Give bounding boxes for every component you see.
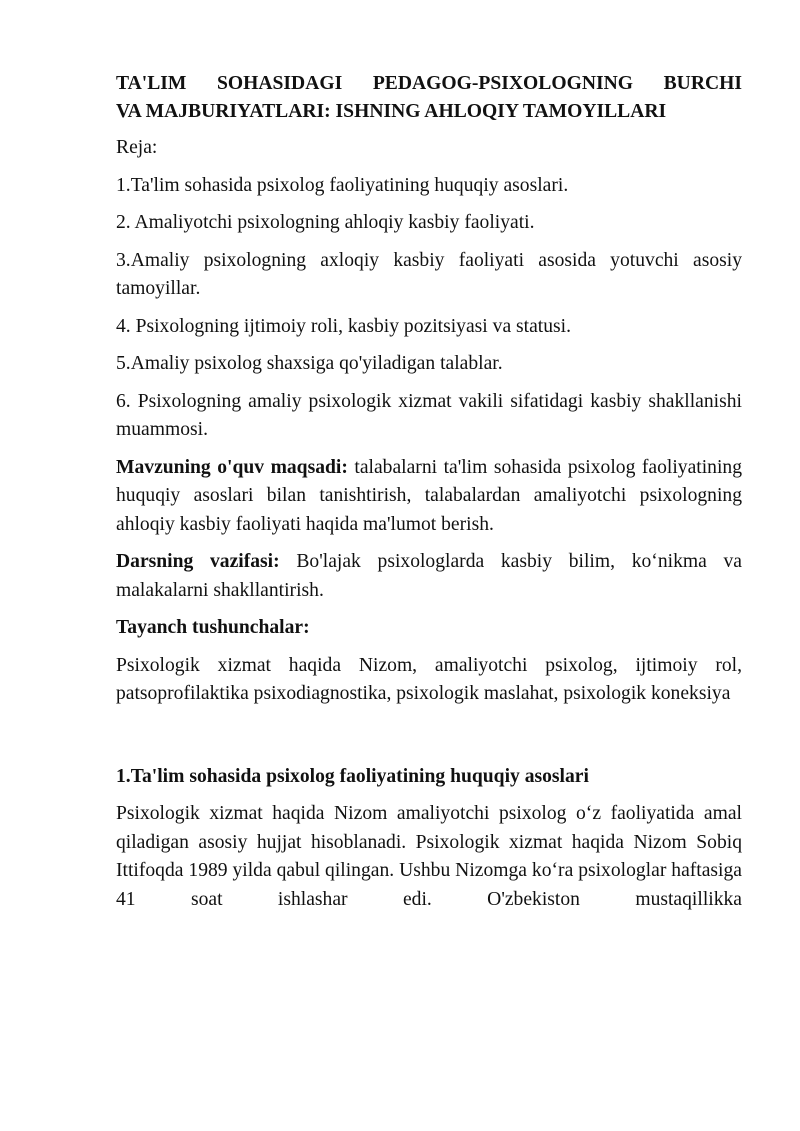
task-paragraph xyxy=(116,548,742,605)
goal-label: Mavzuning o'quv maqsadi: xyxy=(116,456,348,478)
section1-heading: 1.Ta'lim sohasida psixolog faoliyatining huquqiy asoslari xyxy=(116,765,589,787)
title-line-1: TA'LIM SOHASIDAGI PEDAGOG-PSIXOLOGNING BURCHI xyxy=(116,73,742,94)
plan-item-5: 5.Amaliy psixolog shaxsiga qo'yiladigan talablar. xyxy=(116,353,503,374)
plan-item-6: 6. Psixologning amaliy psixologik xizmat vakili sifatidagi kasbiy shakllanishi muammosi. xyxy=(116,390,742,440)
plan-item-4: 4. Psixologning ijtimoiy roli, kasbiy pozitsiyasi va statusi. xyxy=(116,315,572,337)
task-text: Bo'lajak psixologlarda kasbiy bilim, ko‘nikma va malakalarni shakllantirish. xyxy=(116,551,742,601)
plan-label: Reja: xyxy=(116,137,158,158)
task-label: Darsning vazifasi: xyxy=(116,551,280,572)
section-spacer xyxy=(116,718,742,763)
plan-item-3: 3.Amaliy psixologning axloqiy kasbiy faoliyati asosida yotuvchi asosiy tamoyillar. xyxy=(116,249,742,299)
concepts-text: Psixologik xizmat haqida Nizom, amaliyotchi psixolog, ijtimoiy rol, patsoprofilaktika psixodiagnostika, psixologik maslahat, psixologik koneksiya xyxy=(116,654,742,704)
goal-paragraph xyxy=(116,454,742,540)
plan-item-1: 1.Ta'lim sohasida psixolog faoliyatining huquqiy asoslari. xyxy=(116,174,569,196)
goal-text: talabalarni ta'lim sohasida psixolog faoliyatining huquqiy asoslari bilan tanishtirish, talabalardan amaliyotchi psixologning ahloqiy kasbiy faoliyati haqida ma'lumot berish. xyxy=(116,456,742,535)
title-line-2: VA MAJBURIYATLARI: ISHNING AHLOQIY TAMOYILLARI xyxy=(116,101,667,122)
document-page xyxy=(116,70,742,923)
document-title xyxy=(116,70,742,126)
concepts-label: Tayanch tushunchalar: xyxy=(116,617,310,638)
plan-item-2: 2. Amaliyotchi psixologning ahloqiy kasbiy faoliyati. xyxy=(116,212,535,233)
section1-paragraph: Psixologik xizmat haqida Nizom amaliyotchi psixolog o‘z faoliyatida amal qiladigan asosiy hujjat hisoblanadi. Psixologik xizmat haqida Nizom Sobiq Ittifoqda 1989 yilda qabul qilingan. Ushbu Nizomga ko‘ra psixologlar haftasiga 41 soat ishlashar edi. O'zbekiston mustaqillikka xyxy=(116,803,742,910)
